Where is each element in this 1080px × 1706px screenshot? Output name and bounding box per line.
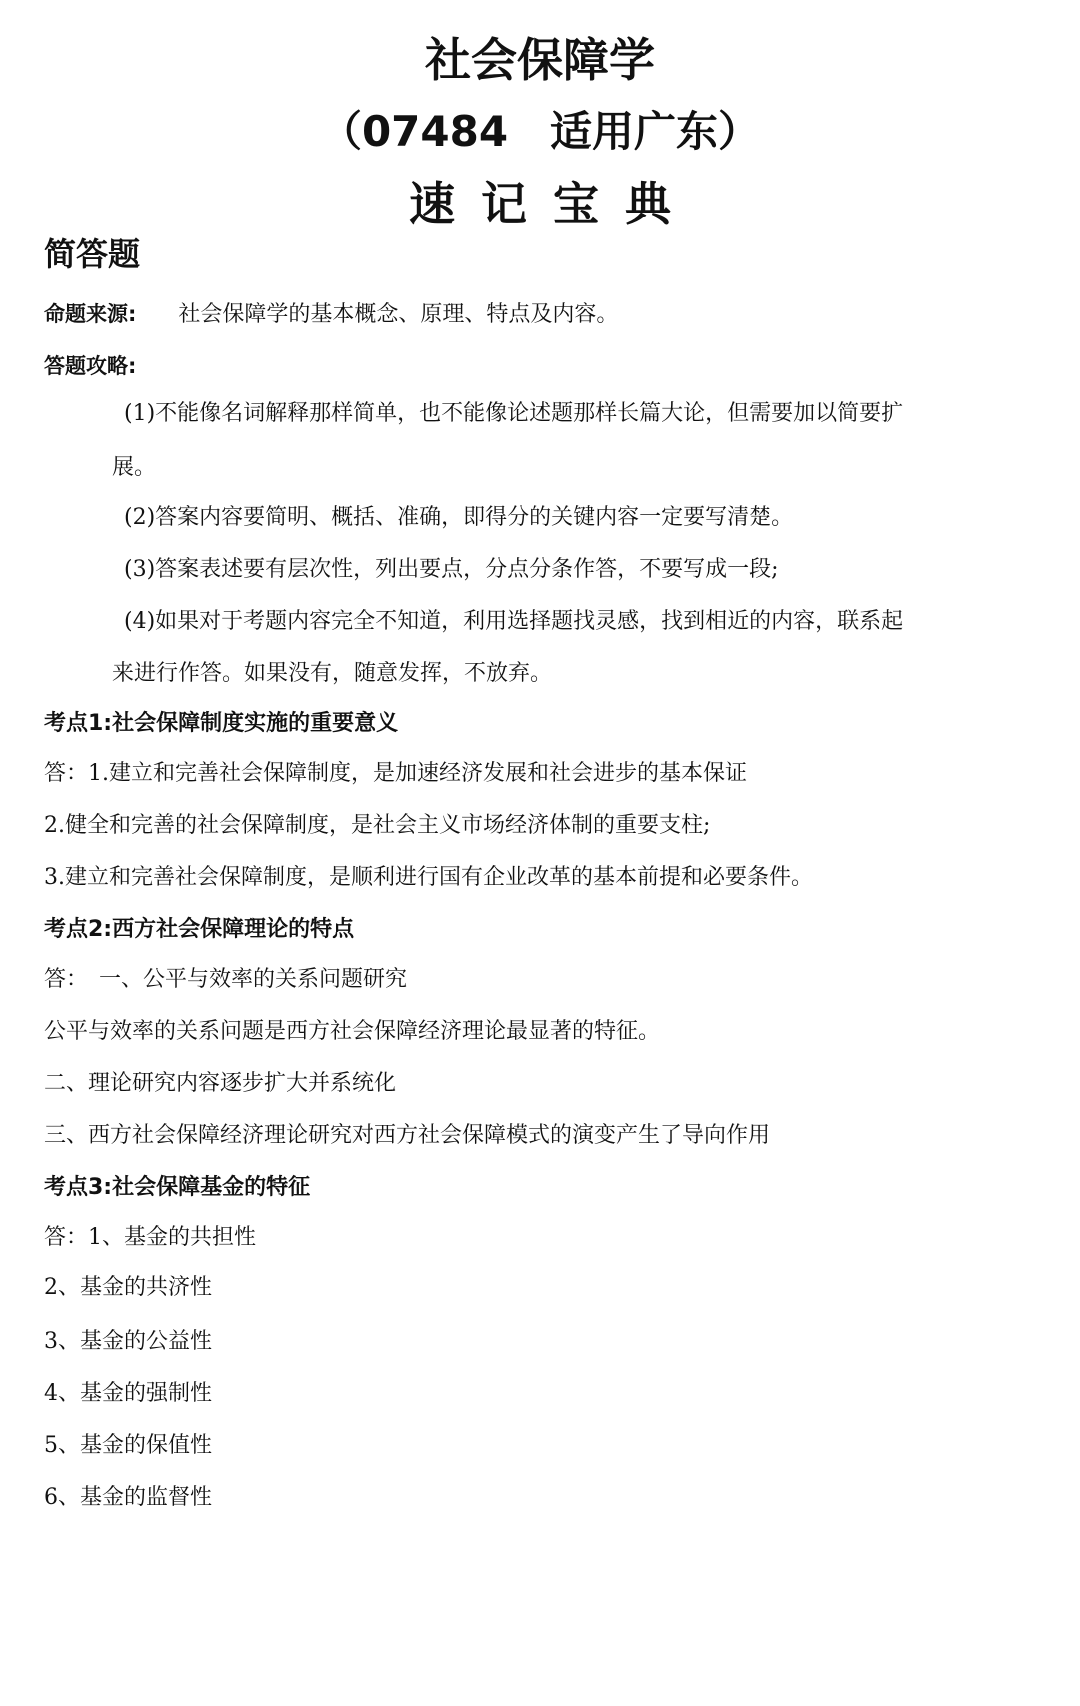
point-line: 答：1.建立和完善社会保障制度，是加速经济发展和社会进步的基本保证	[44, 761, 747, 786]
section-heading: 简答题	[44, 235, 141, 273]
point-line: 4、基金的强制性	[44, 1381, 212, 1406]
document-tagline: 速记宝典	[409, 177, 697, 231]
point-line: 答： 一、公平与效率的关系问题研究	[44, 967, 408, 992]
source-label: 命题来源:	[44, 302, 137, 326]
strategy-item: (2)答案内容要简明、概括、准确，即得分的关键内容一定要写清楚。	[124, 505, 794, 530]
source-text: 社会保障学的基本概念、原理、特点及内容。	[178, 302, 619, 327]
point-line: 二、理论研究内容逐步扩大并系统化	[44, 1071, 397, 1096]
source-row	[44, 298, 618, 331]
point-line: 3.建立和完善社会保障制度，是顺利进行国有企业改革的基本前提和必要条件。	[44, 865, 813, 890]
point-line: 答：1、基金的共担性	[44, 1225, 256, 1250]
point-line: 2.健全和完善的社会保障制度，是社会主义市场经济体制的重要支柱;	[44, 813, 711, 838]
point-heading: 考点1:社会保障制度实施的重要意义	[44, 711, 399, 736]
strategy-item: 来进行作答。如果没有，随意发挥，不放弃。	[112, 661, 553, 686]
document-subtitle: （07484 适用广东）	[319, 107, 761, 156]
point-line: 2、基金的共济性	[44, 1275, 212, 1300]
point-line: 3、基金的公益性	[44, 1329, 212, 1354]
strategy-item: (1)不能像名词解释那样简单，也不能像论述题那样长篇大论，但需要加以简要扩	[124, 401, 904, 426]
point-heading: 考点2:西方社会保障理论的特点	[44, 917, 355, 942]
point-line: 公平与效率的关系问题是西方社会保障经济理论最显著的特征。	[44, 1019, 661, 1044]
point-line: 三、西方社会保障经济理论研究对西方社会保障模式的演变产生了导向作用	[44, 1123, 771, 1148]
strategy-item: 展。	[112, 455, 157, 480]
point-heading: 考点3:社会保障基金的特征	[44, 1175, 311, 1200]
strategy-item: (3)答案表述要有层次性，列出要点，分点分条作答，不要写成一段;	[124, 557, 779, 582]
document-title: 社会保障学	[425, 33, 655, 87]
point-line: 6、基金的监督性	[44, 1485, 212, 1510]
strategy-label: 答题攻略:	[44, 354, 137, 378]
strategy-item: (4)如果对于考题内容完全不知道，利用选择题找灵感，找到相近的内容，联系起	[124, 609, 904, 634]
point-line: 5、基金的保值性	[44, 1433, 212, 1458]
